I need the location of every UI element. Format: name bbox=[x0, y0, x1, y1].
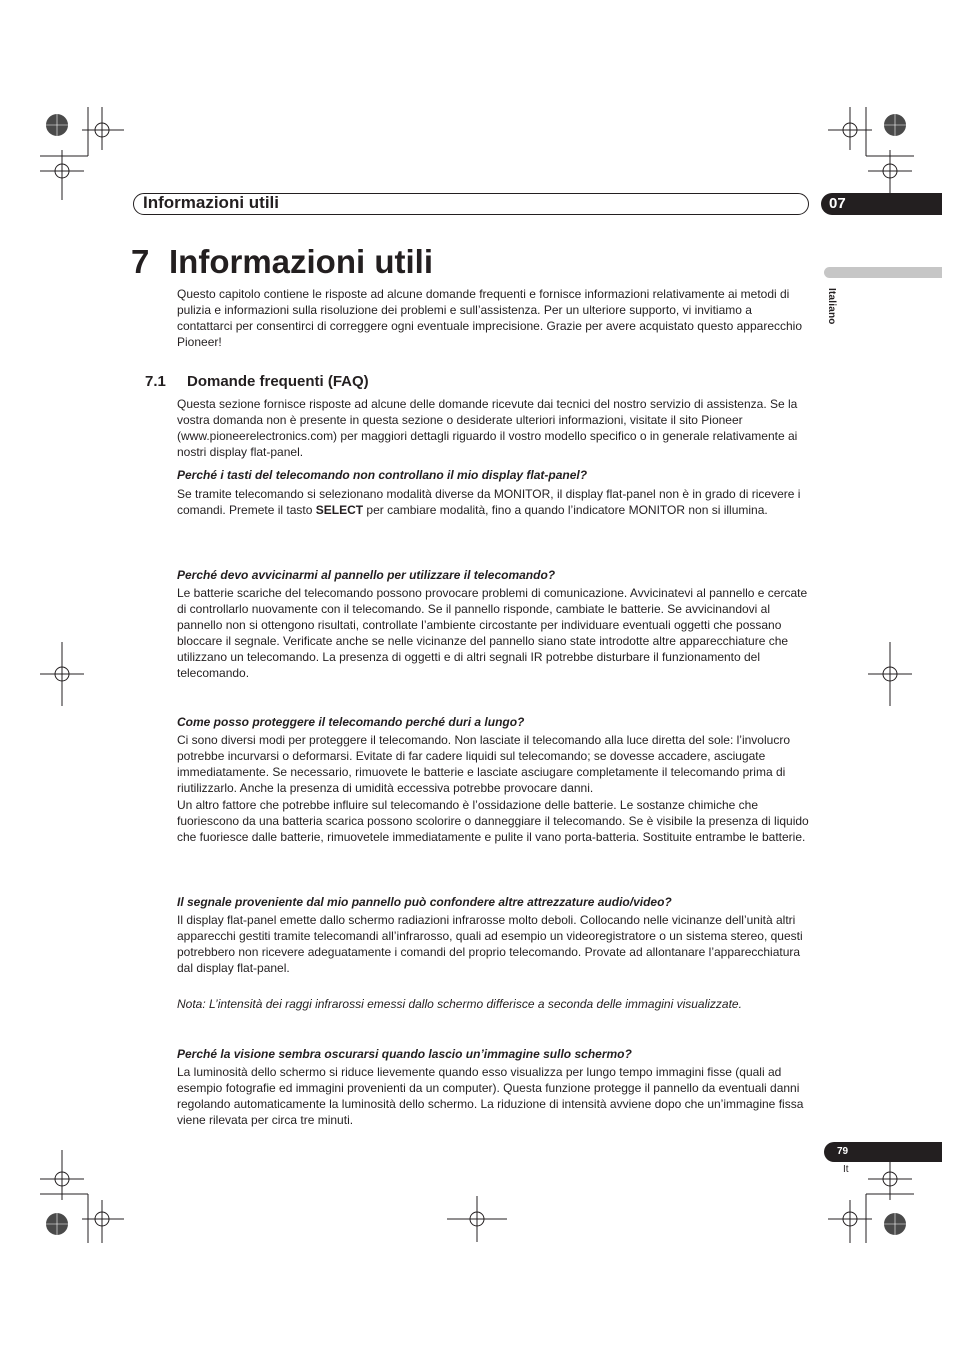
section-intro: Questa sezione fornisce risposte ad alcune delle domande ricevute dai tecnici del nostro servizio di assistenza. Se la vostra domanda non è presente in questa sezione o desiderate ulteriori informazioni, visitate il sito Pioneer (www.pioneerelectronics.com) per maggiori dettagli riguardo il vostro modello specifico o in generale relativamente ai nostri display flat-panel. bbox=[177, 397, 798, 459]
faq-question: Perché i tasti del telecomando non controllano il mio display flat-panel? bbox=[177, 468, 588, 482]
faq-question: Il segnale proveniente dal mio pannello può confondere altre attrezzature audio/video? bbox=[177, 895, 672, 909]
faq-answer: Le batterie scariche del telecomando possono provocare problemi di comunicazione. Avvicinatevi al pannello e cercate di controllarlo nuovamente con il telecomando. Se il pannello risponde, cambiate le batterie. Se avvicinandovi al pannello non si ottengono risultati, controllate l’ambiente circostante per individuare eventuali oggetti che possano bloccare il segnale. Verificate anche se nelle vicinanze del pannello siano state introdotte altre apparecchiature che utilizzano un telecomando. La presenza di oggetti e di altri segnali IR potrebbe disturbare il funzionamento del telecomando. bbox=[177, 586, 808, 680]
faq-answer-part: Se tramite telecomando si selezionano modalità diverse da MONITOR, il display flat-panel non è in grado di ricevere i comandi. Premete il tasto bbox=[177, 487, 801, 517]
faq-question: Perché la visione sembra oscurarsi quando lascio un’immagine sullo schermo? bbox=[177, 1047, 632, 1061]
page-language-code: It bbox=[843, 1164, 849, 1175]
chapter-title-text: Informazioni utili bbox=[169, 243, 433, 280]
faq-question: Come posso proteggere il telecomando perché duri a lungo? bbox=[177, 715, 525, 729]
faq-answer bbox=[177, 486, 809, 518]
section-number: 7.1 bbox=[145, 373, 166, 390]
faq-answer: Il display flat-panel emette dallo schermo radiazioni infrarosse molto deboli. Collocando nelle vicinanze dell’unità altri apparecchi gestiti tramite telecomandi all’infrarosso, quali ad esempio un videoregistratore o un sistema stereo, questi potrebbero non ricevere adeguatamente i comandi del proprio telecomando. Provate ad allontanare l’apparecchiatura dal display flat-panel. bbox=[177, 913, 803, 975]
faq-answer: Ci sono diversi modi per proteggere il telecomando. Non lasciate il telecomando alla luce diretta del sole: l’involucro potrebbe incurvarsi o deformarsi. Evitate di far cadere liquidi sul telecomando; se dovesse accadere, asciugate immediatamente. Se necessario, rimuovete le batterie e lasciate asciugare completamente il telecomando prima di riutilizzarlo. Anche la presenza di umidità eccessiva potrebbe provocare danni. bbox=[177, 733, 790, 795]
faq-note: Nota: L’intensità dei raggi infrarossi emessi dallo schermo differisce a seconda delle immagini visualizzate. bbox=[177, 997, 742, 1011]
section-title: Domande frequenti (FAQ) bbox=[187, 373, 369, 390]
select-key-label: SELECT bbox=[315, 503, 364, 517]
section-heading bbox=[145, 372, 369, 392]
chapter-badge: 07 bbox=[821, 193, 942, 215]
chapter-title bbox=[131, 242, 433, 282]
faq-question: Perché devo avvicinarmi al pannello per utilizzare il telecomando? bbox=[177, 568, 556, 582]
faq-answer: Un altro fattore che potrebbe influire sul telecomando è l’ossidazione delle batterie. Le sostanze chimiche che fuoriescono da una batteria scarica possono scolorire o danneggiare il telecomando. Se è visibile la presenza di liquido che fuoriesce dalle batterie, rimuovetele immediatamente e pulite il vano porta-batteria. Sostituite entrambe le batterie. bbox=[177, 798, 809, 844]
page-number: 79 bbox=[824, 1142, 942, 1162]
faq-answer: La luminosità dello schermo si riduce lievemente quando esso visualizza per lungo tempo immagini fisse (quali ad esempio fotografie ed immagini provenienti da un computer). Questa funzione protegge il pannello da eventuali danni regolando automaticamente la luminosità dello schermo. La riduzione di intensità avviene dopo che un’immagine fissa viene rilevata per circa tre minuti. bbox=[177, 1065, 804, 1127]
chapter-intro: Questo capitolo contiene le risposte ad alcune domande frequenti e fornisce informazioni relativamente ai metodi di pulizia e informazioni sulla risoluzione dei problemi e sull’assistenza. Per un ulteriore supporto, vi invitiamo a contattarci per consentirci di correggere ogni eventuale imprecisione. Grazie per avere acquistato questo apparecchio Pioneer! bbox=[177, 287, 803, 349]
language-tab bbox=[824, 267, 942, 278]
language-label: Italiano bbox=[826, 288, 837, 325]
faq-answer-part: per cambiare modalità, fino a quando l’indicatore MONITOR non si illumina. bbox=[363, 503, 768, 517]
chapter-number: 7 bbox=[131, 243, 150, 280]
header-title: Informazioni utili bbox=[143, 193, 279, 212]
